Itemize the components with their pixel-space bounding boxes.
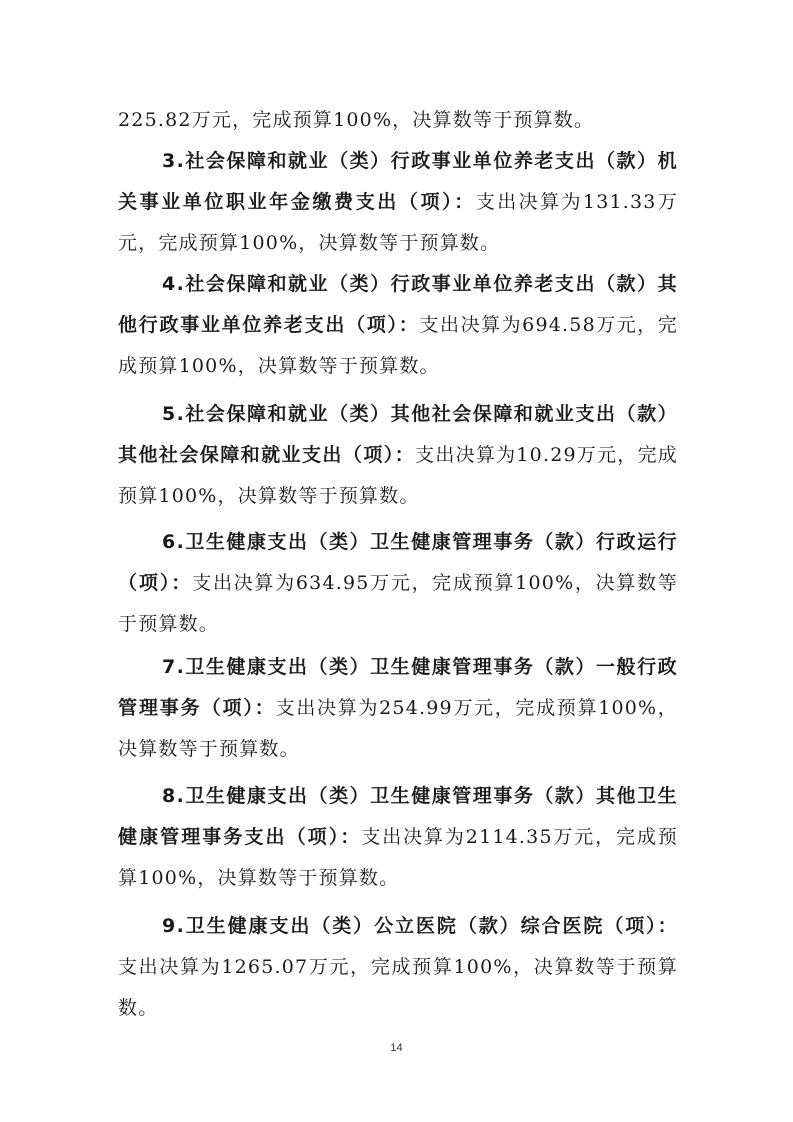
paragraph-heading: 8.卫生健康支出（类）卫生健康管理事务（款）其他卫生健康管理事务支出（项）： bbox=[118, 785, 678, 848]
paragraph-heading: 7.卫生健康支出（类）卫生健康管理事务（款）一般行政管理事务（项）： bbox=[118, 656, 678, 719]
paragraph-text: 支出决算为131.33万元，完成预算100%，决算数等于预算数。 bbox=[118, 191, 678, 254]
paragraph-text: 支出决算为10.29万元，完成预算100%，决算数等于预算数。 bbox=[118, 444, 678, 507]
paragraph-heading: 3.社会保障和就业（类）行政事业单位养老支出（款）机关事业单位职业年金缴费支出（项）： bbox=[118, 150, 678, 213]
paragraph-heading: 5.社会保障和就业（类）其他社会保障和就业支出（款）其他社会保障和就业支出（项）： bbox=[118, 403, 678, 466]
paragraph-heading: 4.社会保障和就业（类）行政事业单位养老支出（款）其他行政事业单位养老支出（项）： bbox=[118, 273, 678, 336]
paragraph-item-4 bbox=[118, 264, 678, 387]
paragraph-text: 支出决算为254.99万元，完成预算100%，决算数等于预算数。 bbox=[118, 697, 679, 760]
paragraph-text: 支出决算为694.58万元，完成预算100%，决算数等于预算数。 bbox=[118, 314, 678, 377]
page-number: 14 bbox=[390, 1042, 403, 1054]
paragraph-heading: 9.卫生健康支出（类）公立医院（款）综合医院（项）： bbox=[162, 915, 678, 937]
paragraph-text: 支出决算为634.95万元，完成预算100%，决算数等于预算数。 bbox=[118, 572, 678, 635]
paragraph-text: 支出决算为2114.35万元，完成预算100%，决算数等于预算数。 bbox=[118, 826, 678, 889]
paragraph-text: 225.82万元，完成预算100%，决算数等于预算数。 bbox=[118, 109, 595, 131]
paragraph-item-6 bbox=[118, 522, 678, 645]
paragraph-text: 支出决算为1265.07万元，完成预算100%，决算数等于预算数。 bbox=[118, 956, 678, 1019]
paragraph-item-7 bbox=[118, 647, 678, 770]
paragraph-heading: 6.卫生健康支出（类）卫生健康管理事务（款）行政运行（项）： bbox=[118, 531, 678, 594]
paragraph-item-5 bbox=[118, 394, 678, 517]
paragraph-item-9 bbox=[118, 906, 678, 1029]
paragraph-continuation bbox=[118, 100, 678, 141]
paragraph-item-3 bbox=[118, 141, 678, 264]
paragraph-item-8 bbox=[118, 776, 678, 899]
